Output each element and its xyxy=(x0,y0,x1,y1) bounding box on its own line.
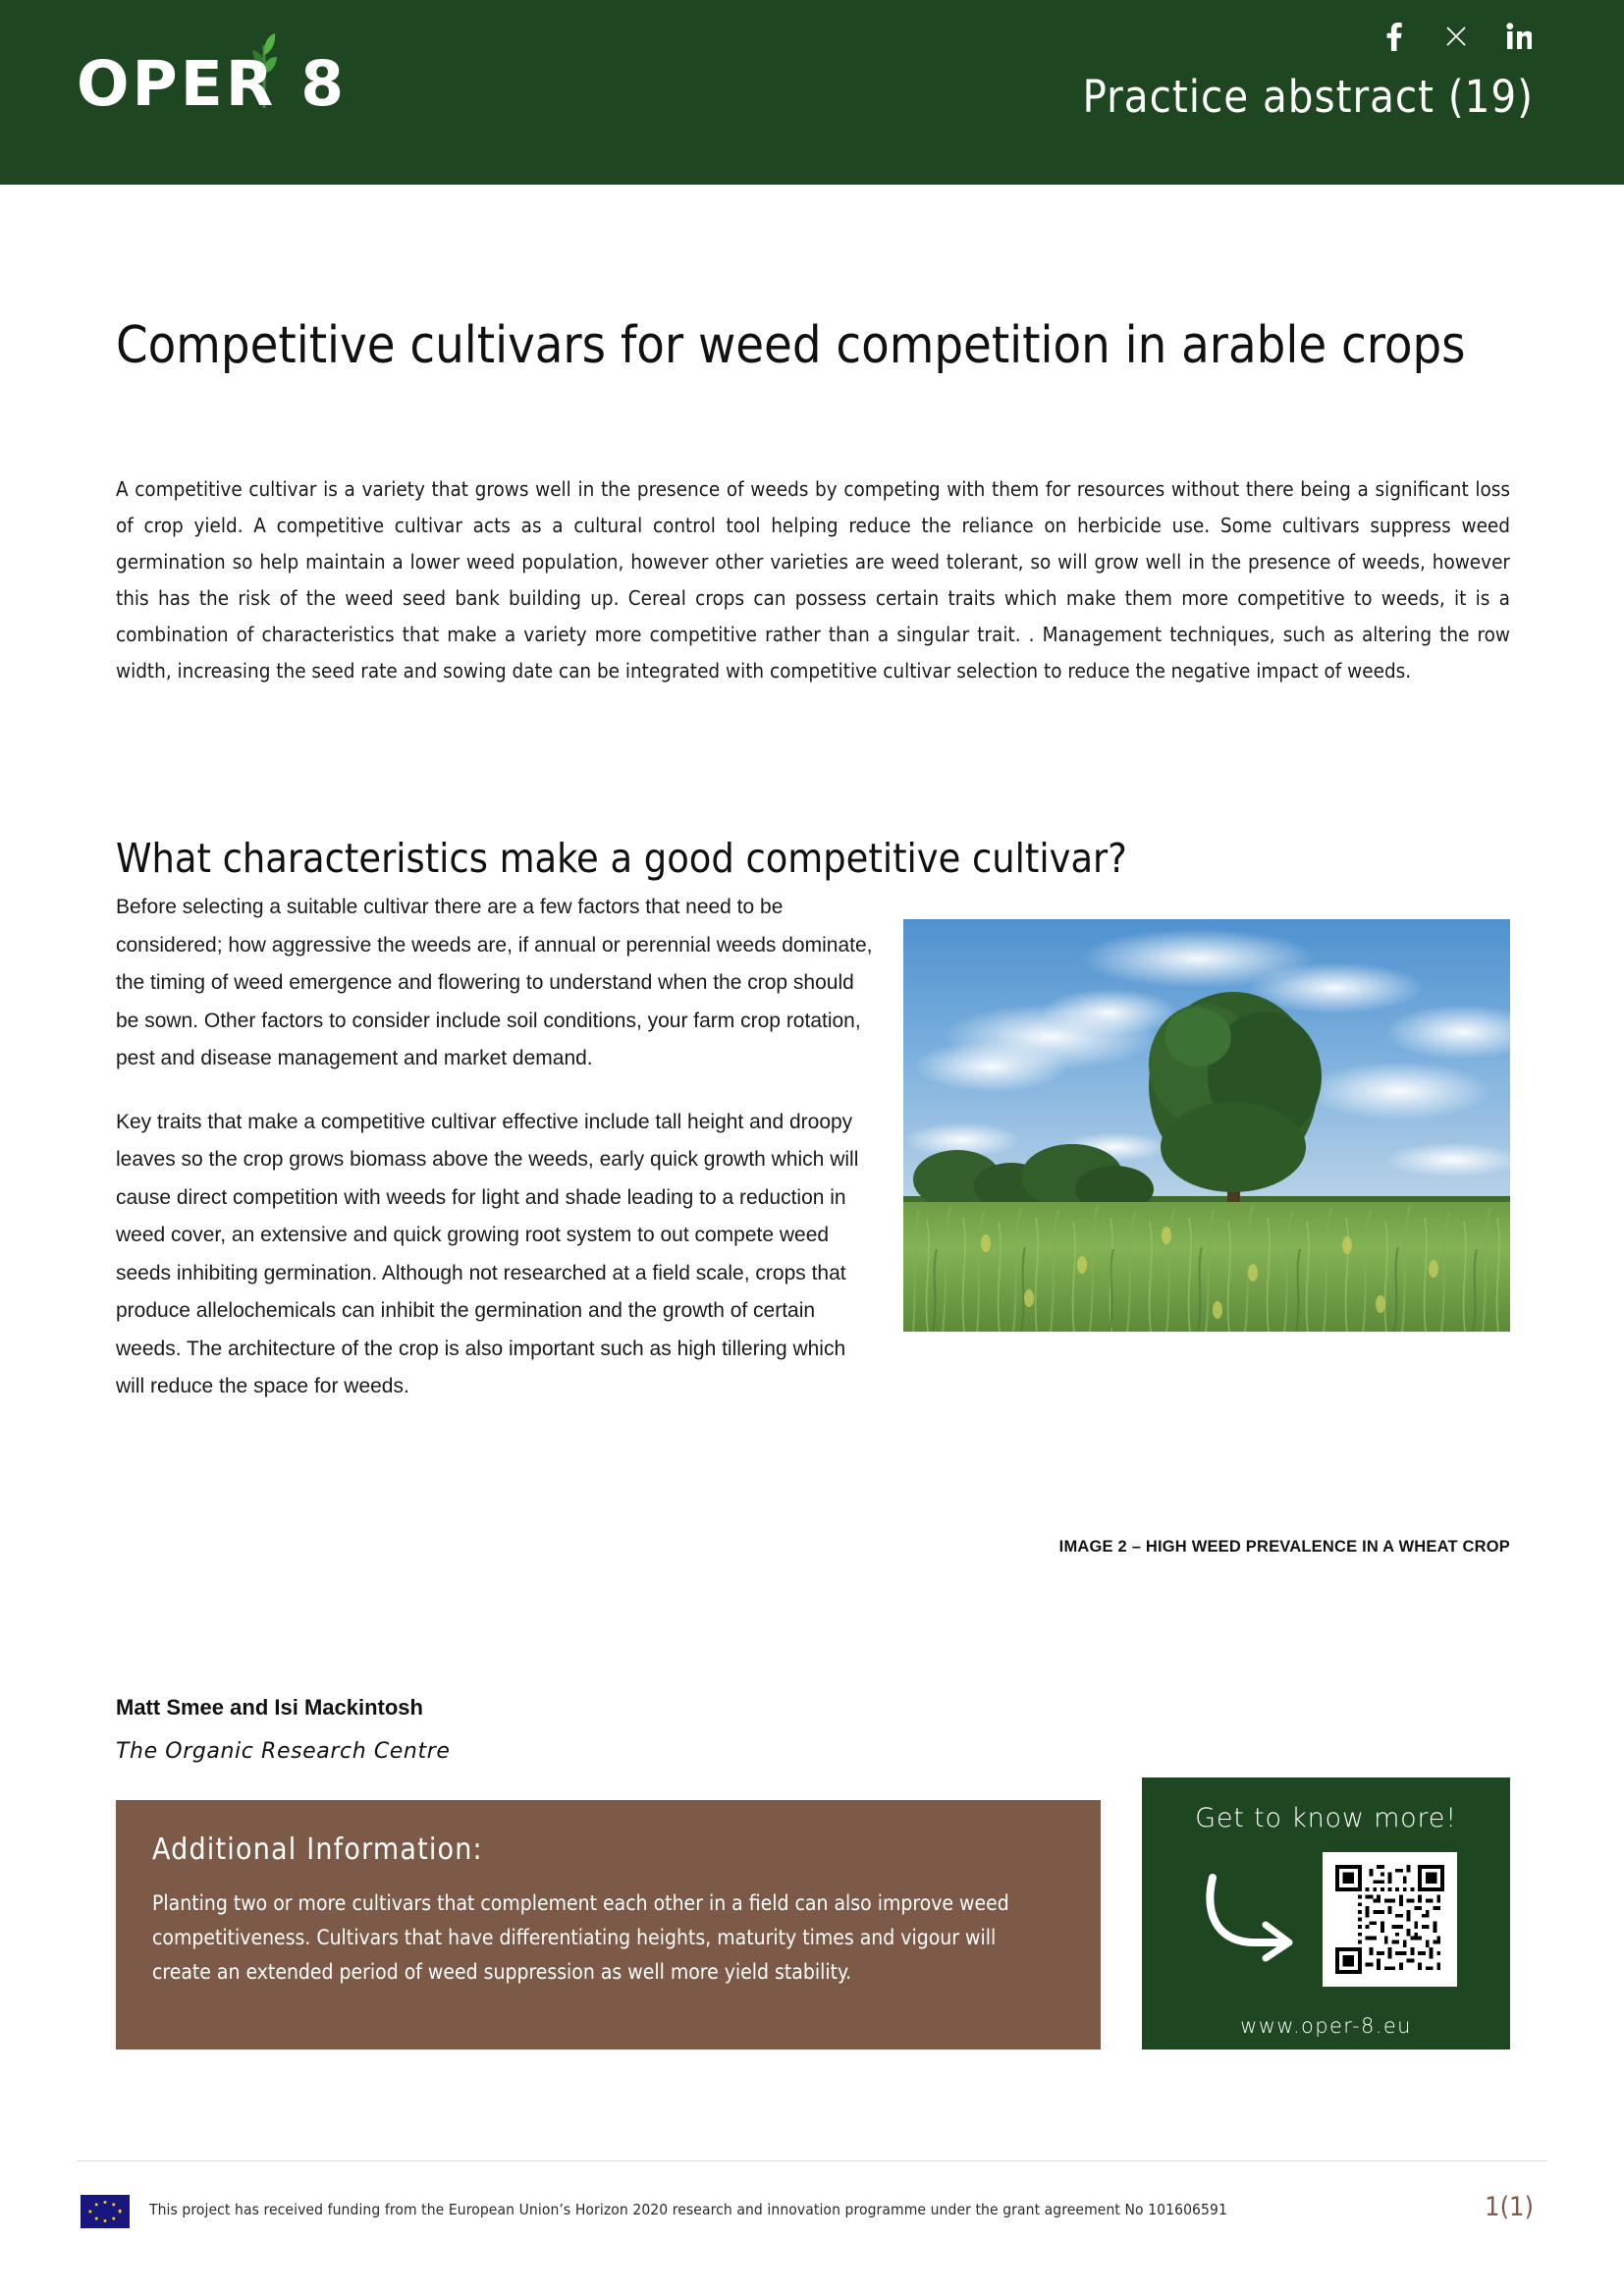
wheat-field-photo xyxy=(903,919,1510,1332)
page-number: 1(1) xyxy=(1485,2192,1534,2222)
website-url[interactable]: www.oper-8.eu xyxy=(1240,2014,1412,2038)
qr-code-icon[interactable] xyxy=(1323,1852,1457,1987)
eu-flag-icon xyxy=(81,2195,130,2228)
body-paragraph: Before selecting a suitable cultivar there are a few factors that need to be considered; how aggressive the weeds are, if annual or perennial weeds dominate, the timing of weed emergence and flowering to understand when the crop should be sown. Other factors to consider include soil conditions, your farm crop rotation, pest and disease management and market demand. xyxy=(116,896,873,1069)
additional-information-body: Planting two or more cultivars that complement each other in a field can also improve weed competitiveness. Cultivars that have differentiating heights, maturity times and vigour will create an extended period of weed suppression as well more yield stability. xyxy=(152,1891,1009,1984)
curved-arrow-icon xyxy=(1199,1868,1307,1962)
brand-name: OPER 8 xyxy=(77,48,348,120)
page-header xyxy=(0,0,1624,185)
linkedin-icon[interactable] xyxy=(1504,20,1534,53)
additional-information-title: Additional Information: xyxy=(152,1832,483,1867)
additional-information-box xyxy=(116,1800,1101,2050)
body-paragraph: Key traits that make a competitive cultivar effective include tall height and droopy leaves so the crop grows biomass above the weeds, early quick growth which will cause direct competition with weeds for light and shade leading to a reduction in weed cover, an extensive and quick growing root system to out compete weed seeds inhibiting germination. Although not researched at a field scale, crops that produce allelochemicals can inhibit the germination and the growth of certain weeds. The architecture of the crop is also important such as high tillering which will reduce the space for weeds. xyxy=(116,1110,859,1397)
photo-caption: IMAGE 2 – HIGH WEED PREVALENCE IN A WHEAT CROP xyxy=(1058,1538,1510,1556)
section-heading: What characteristics make a good competitive cultivar? xyxy=(116,835,1127,883)
page-title: Practice abstract (19) xyxy=(1082,71,1534,123)
intro-paragraph: A competitive cultivar is a variety that grows well in the presence of weeds by competing with them for resources without there being a significant loss of crop yield. A competitive cultivar acts as a cultural control tool helping reduce the reliance on herbicide use. Some cultivars suppress weed germination so help maintain a lower weed population, however other varieties are weed tolerant, so will grow well in the presence of weeds, however this has the risk of the weed seed bank building up. Cereal crops can possess certain traits which make them more competitive to weeds, it is a combination of characteristics that make a variety more competitive rather than a singular trait. . Management techniques, such as altering the row width, increasing the seed rate and sowing date can be integrated with competitive cultivar selection to reduce the negative impact of weeds. xyxy=(116,477,1510,683)
facebook-icon[interactable] xyxy=(1379,20,1408,53)
qr-box-title: Get to know more! xyxy=(1195,1803,1457,1833)
author-organisation: The Organic Research Centre xyxy=(116,1739,451,1764)
author-names: Matt Smee and Isi Mackintosh xyxy=(116,1695,423,1720)
brand-logo[interactable] xyxy=(77,33,381,141)
footer-divider xyxy=(77,2160,1547,2161)
funding-statement: This project has received funding from the European Union’s Horizon 2020 research and innovation programme under the grant agreement No 101606591 xyxy=(149,2201,1227,2218)
get-to-know-more-box xyxy=(1142,1777,1510,2050)
document-title: Competitive cultivars for weed competition in arable crops xyxy=(116,315,1466,375)
left-column xyxy=(116,889,877,1432)
x-twitter-icon[interactable] xyxy=(1441,20,1471,53)
social-links xyxy=(1379,20,1534,53)
